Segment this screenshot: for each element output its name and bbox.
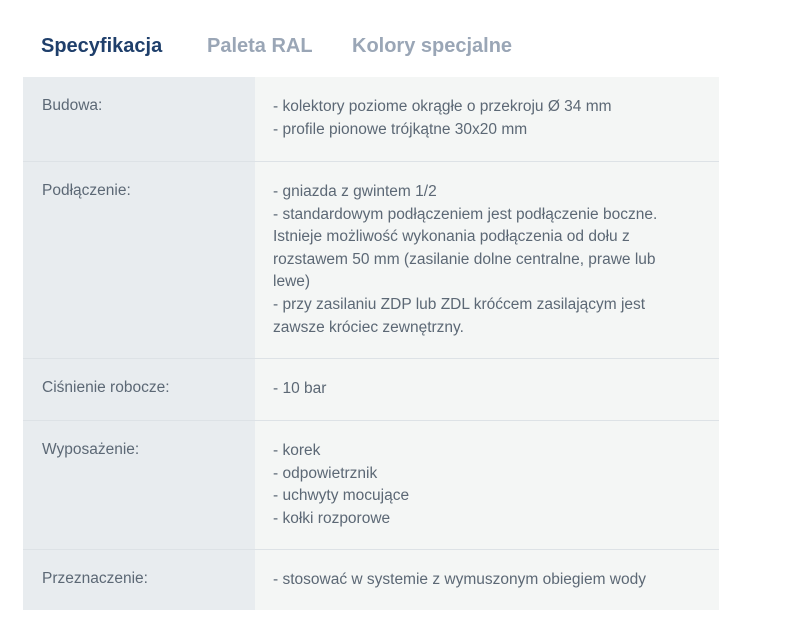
spec-value xyxy=(255,421,719,549)
spec-value-line: - profile pionowe trójkątne 30x20 mm xyxy=(273,120,528,138)
tab-bar xyxy=(23,0,719,77)
spec-value-line: - gniazda z gwintem 1/2 xyxy=(273,183,437,200)
spec-value-line: - uchwyty mocujące xyxy=(273,487,410,505)
spec-row-wyposazenie xyxy=(23,421,719,550)
spec-table xyxy=(23,77,719,610)
spec-value-line: - standardowym podłączeniem jest podłączenie boczne. xyxy=(273,205,658,223)
spec-value xyxy=(255,77,719,161)
spec-value-line: - 10 bar xyxy=(273,380,327,397)
spec-value-line: lewe) xyxy=(273,273,311,291)
product-details xyxy=(23,0,719,610)
spec-value-line: - korek xyxy=(273,442,321,459)
spec-value-line: - stosować w systemie z wymuszonym obiegiem wody xyxy=(273,571,646,588)
spec-value xyxy=(255,550,719,610)
spec-label: Budowa: xyxy=(23,77,255,161)
spec-value-line: - odpowietrznik xyxy=(273,464,378,482)
spec-row-cisnienie xyxy=(23,359,719,421)
spec-value-line: - kołki rozporowe xyxy=(273,509,391,527)
spec-row-budowa xyxy=(23,77,719,162)
spec-value-line: zawsze króciec zewnętrzny. xyxy=(273,318,464,336)
spec-label: Wyposażenie: xyxy=(23,421,255,549)
spec-value-line: - przy zasilaniu ZDP lub ZDL króćcem zasilającym jest xyxy=(273,295,646,313)
spec-value xyxy=(255,359,719,420)
spec-value-line: Istnieje możliwość wykonania podłączenia od dołu z xyxy=(273,228,630,246)
spec-label: Podłączenie: xyxy=(23,162,255,358)
tab-paleta-ral[interactable]: Paleta RAL xyxy=(207,35,313,57)
spec-value-line: - kolektory poziome okrągłe o przekroju Ø 34 mm xyxy=(273,98,612,115)
spec-label: Przeznaczenie: xyxy=(23,550,255,610)
spec-value xyxy=(255,162,719,358)
spec-label: Ciśnienie robocze: xyxy=(23,359,255,420)
spec-row-podlaczenie xyxy=(23,162,719,359)
spec-value-line: rozstawem 50 mm (zasilanie dolne centralne, prawe lub xyxy=(273,250,656,268)
tab-specyfikacja[interactable]: Specyfikacja xyxy=(41,35,163,57)
tab-kolory-specjalne[interactable]: Kolory specjalne xyxy=(352,35,513,57)
spec-row-przeznaczenie xyxy=(23,550,719,610)
